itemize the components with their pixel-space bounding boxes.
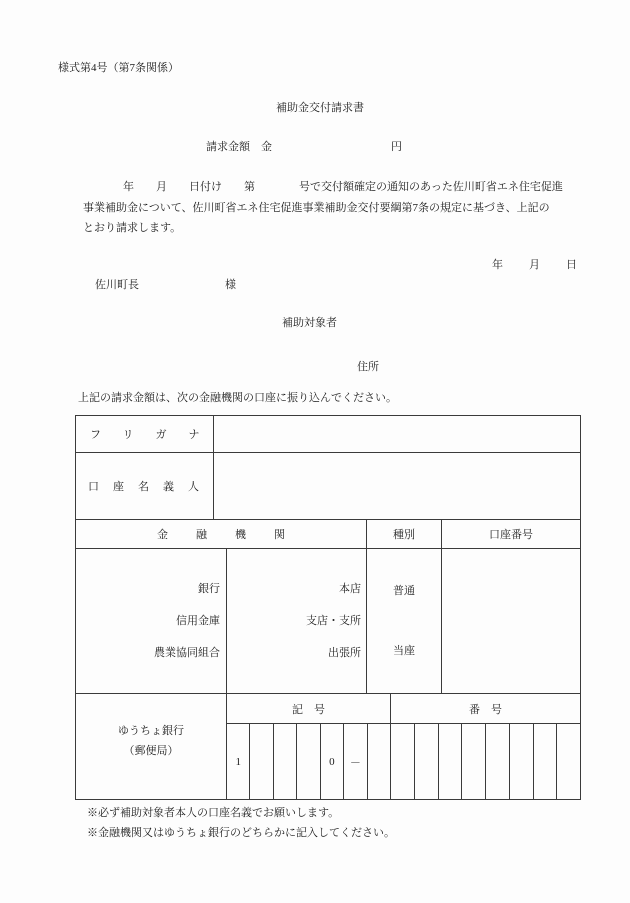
branch-option-sub-branch: 出張所	[328, 647, 361, 659]
bango-digit-cell	[439, 724, 463, 799]
institution-option-agri-coop: 農業協同組合	[154, 647, 220, 659]
bango-digit-cell	[391, 724, 415, 799]
bango-digit-cell	[557, 724, 580, 799]
kigo-digit-cell	[368, 724, 390, 799]
furigana-label-cell	[76, 416, 222, 453]
bango-header-cell: 番 号	[391, 694, 580, 724]
furigana-value-cell	[214, 416, 580, 453]
account-holder-value-cell	[214, 453, 580, 520]
account-number-value-cell	[442, 549, 580, 694]
footnote: ※金融機関又はゆうちょ銀行のどちらかに記入してください。	[87, 827, 395, 839]
applicant-field-address: 住所	[357, 361, 379, 373]
bango-digit-cells	[391, 724, 580, 799]
institution-option-bank: 銀行	[198, 583, 220, 595]
body-paragraph-line: 年 月 日付け 第 号で交付額確定の通知のあった佐川町省エネ住宅促進	[123, 181, 563, 193]
financial-institution-header-cell	[76, 520, 367, 549]
account-type-header-cell: 種別	[367, 520, 442, 549]
yucho-bank-subname: （郵便局）	[123, 744, 179, 757]
bango-digit-cell	[415, 724, 439, 799]
kigo-dash-cell: －	[344, 724, 367, 799]
page-title: 補助金交付請求書	[276, 102, 364, 114]
kigo-header-cell: 記 号	[227, 694, 391, 724]
date-day-label: 日	[566, 259, 577, 271]
account-number-header-cell: 口座番号	[442, 520, 580, 549]
addressee-name: 佐川町長	[95, 279, 139, 291]
account-holder-label: 口座名義人	[88, 481, 213, 493]
body-paragraph-line: 事業補助金について、佐川町省エネ住宅促進事業補助金交付要綱第7条の規定に基づき、上記の	[83, 202, 550, 214]
applicant-label: 補助対象者	[282, 317, 337, 329]
account-holder-label-cell	[76, 453, 214, 520]
branch-options-cell	[227, 549, 367, 694]
bango-digit-cell	[486, 724, 510, 799]
yucho-bank-label-cell	[76, 694, 227, 799]
financial-institution-header: 金融機関	[157, 529, 313, 541]
kigo-digit-cell: 1	[227, 724, 250, 799]
account-type-ordinary: 普通	[393, 585, 415, 597]
bango-digit-cell	[462, 724, 486, 799]
kigo-digit-cell	[250, 724, 273, 799]
form-number: 様式第4号（第7条関係）	[58, 62, 179, 74]
branch-option-branch: 支店・支所	[306, 615, 361, 627]
yucho-bank-name: ゆうちょ銀行	[118, 724, 184, 737]
addressee-honorific: 様	[225, 279, 236, 291]
bango-digit-cell	[534, 724, 558, 799]
footnote: ※必ず補助対象者本人の口座名義でお願いします。	[87, 807, 340, 819]
bango-digit-cell	[510, 724, 534, 799]
amount-label: 請求金額 金	[206, 141, 272, 153]
date-year-label: 年	[492, 259, 503, 271]
institution-option-shinkin: 信用金庫	[176, 615, 220, 627]
account-type-options-cell	[367, 549, 442, 694]
institution-options-cell	[76, 549, 227, 694]
transfer-instruction: 上記の請求金額は、次の金融機関の口座に振り込んでください。	[78, 392, 397, 404]
body-paragraph-line: とおり請求します。	[83, 222, 182, 234]
kigo-digit-cells	[227, 724, 391, 799]
account-type-current: 当座	[393, 645, 415, 657]
kigo-digit-cell	[274, 724, 297, 799]
amount-unit-label: 円	[391, 141, 402, 153]
bank-account-table	[75, 415, 581, 800]
date-month-label: 月	[529, 259, 540, 271]
kigo-digit-cell: 0	[321, 724, 344, 799]
branch-option-head-office: 本店	[339, 583, 361, 595]
furigana-label: フリガナ	[90, 429, 222, 441]
kigo-digit-cell	[297, 724, 320, 799]
